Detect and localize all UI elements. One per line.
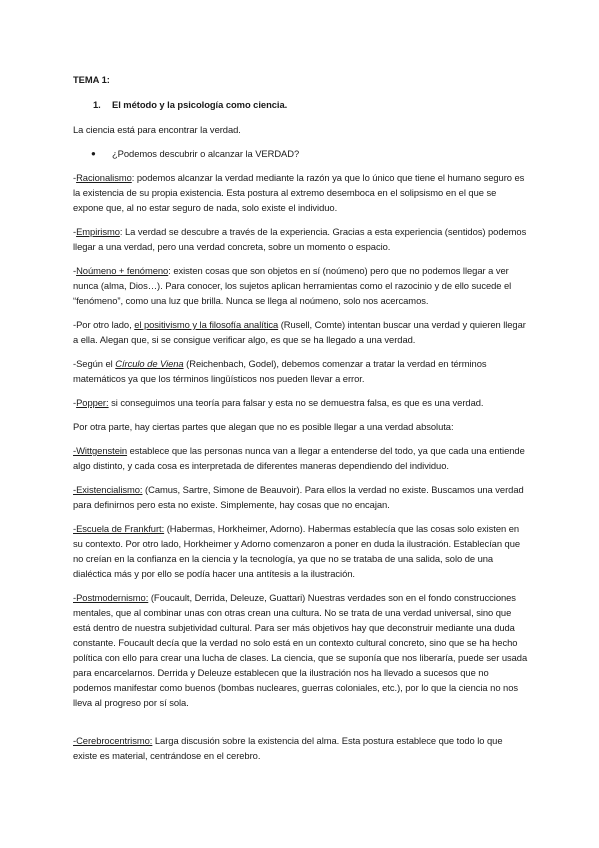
term-cerebrocentrismo: -Cerebrocentrismo: [73,735,153,746]
term-circulo-viena: Círculo de Viena [115,358,184,369]
viena-paragraph [73,356,529,386]
paragraph-text: (Habermas, Horkheimer, Adorno). Habermas establecía que las cosas solo existen en su contexto. Por otro lado, Horkheimer y Adorno comenzaron a poner en duda la ilustración. Establecían que no creían en la confianza en la ciencia y la tecnología, ya que no se trataba de una salida, solo de una dialéctica más y por ello se podía hacer una antítesis a la ilustración. [73,523,521,579]
paragraph-prefix: - [73,397,77,408]
paragraph-text: : existen cosas que son objetos en sí (noúmeno) pero que no podemos llegar a ver nunca (alma, Dios…). Para conocer, los sujetos aplican herramientas como el razocinio y de ello sucede el “fenómeno”, como una luz que brilla. Nunca se llega al noúmeno, solo nos acercamos. [73,265,512,306]
term-existencialismo: -Existencialismo: [73,484,143,495]
paragraph-text: (Rusell, Comte) intentan buscar una verdad y quieren llegar a ella. Alegan que, si se consigue verificar algo, es que se ha llegado a una verdad. [73,319,526,345]
paragraph-text: Larga discusión sobre la existencia del alma. Esta postura establece que todo lo que existe es material, centrándose en el cerebro. [73,735,503,761]
paragraph-text: : podemos alcanzar la verdad mediante la razón ya que lo único que tiene el humano seguro es la existencia de su propia existencia. Esta postura al extremo desemboca en el solipsismo en el que se expone que, al no estar seguro de nada, solo existe el individuo. [73,172,525,213]
otra-parte-paragraph: Por otra parte, hay ciertas partes que alegan que no es posible llegar a una verdad absoluta: [73,421,454,432]
paragraph-text: establece que las personas nunca van a llegar a entenderse del todo, ya que cada una entiende algo distinto, y cada cosa es interpretada de diferentes maneras dependiendo del individuo. [73,445,525,471]
tema-title: TEMA 1: [73,74,110,85]
document-page [73,72,529,772]
paragraph-prefix: -Por otro lado, [73,319,135,330]
term-frankfurt: -Escuela de Frankfurt: [73,523,165,534]
empirismo-paragraph [73,224,529,254]
term-wittgenstein: -Wittgenstein [73,445,128,456]
paragraph-prefix: - [73,226,77,237]
popper-paragraph [73,395,529,410]
paragraph-text: : La verdad se descubre a través de la experiencia. Gracias a esta experiencia (sentidos) podemos llegar a una verdad, pero una verdad concreta, sobre un momento o espacio. [73,226,527,252]
section-heading [73,97,529,112]
noumeno-paragraph [73,263,529,308]
spacer [73,719,529,733]
cerebrocentrismo-paragraph [73,733,529,763]
term-positivismo: el positivismo y la filosofía analítica [134,319,279,330]
bullet-text: ¿Podemos descubrir o alcanzar la VERDAD? [112,148,300,159]
term-racionalismo: Racionalismo [76,172,132,183]
positivismo-paragraph [73,317,529,347]
section-title: El método y la psicología como ciencia. [112,99,288,110]
section-number: 1. [93,99,101,110]
paragraph-text: (Reichenbach, Godel), debemos comenzar a tratar la verdad en términos matemáticos ya que los términos lingüísticos nos pueden llevar a error. [73,358,487,384]
paragraph-prefix: - [73,265,77,276]
term-noumeno: Noúmeno + fenómeno [76,265,169,276]
term-postmodernismo: -Postmodernismo: [73,592,149,603]
paragraph-prefix: - [73,172,77,183]
wittgenstein-paragraph [73,443,529,473]
paragraph-text: si conseguimos una teoría para falsar y esta no se demuestra falsa, es que es una verdad. [108,397,484,408]
paragraph-text: (Camus, Sartre, Simone de Beauvoir). Para ellos la verdad no existe. Buscamos una verdad para definirnos pero esta no existe. Simplemente, hay cosas que no encajan. [73,484,524,510]
frankfurt-paragraph [73,521,529,581]
bullet-item [73,146,529,161]
existencialismo-paragraph [73,482,529,512]
bullet-dot-icon: ● [91,149,96,158]
term-empirismo: Empirismo [76,226,120,237]
racionalismo-paragraph [73,170,529,215]
postmodernismo-paragraph [73,590,529,710]
paragraph-text: (Foucault, Derrida, Deleuze, Guattari) Nuestras verdades son en el fondo construcciones mentales, que al combinar unas con otras crean una cultura. No se trata de una verdad universal, sino que está dentro de nuestra subjetividad cultural. Para ser más objetivos hay que deconstruir mediante una duda constante. Foucault decía que la verdad no solo está en un contexto cultural concreto, sino que se ha hecho política con ello para crear una lucha de clases. La ciencia, que se suponía que nos liberaría, puede ser usada para encarcelarnos. Derrida y Deleuze establecen que la ilustración nos ha llevado a sucesos que no podemos manifestar como buenos (bombas nucleares, guerras coloniales, etc.), por lo que la ciencia no nos lleva al progreso por sí sola. [73,592,528,708]
intro-paragraph: La ciencia está para encontrar la verdad. [73,124,241,135]
paragraph-prefix: -Según el [73,358,116,369]
term-popper: Popper: [76,397,109,408]
